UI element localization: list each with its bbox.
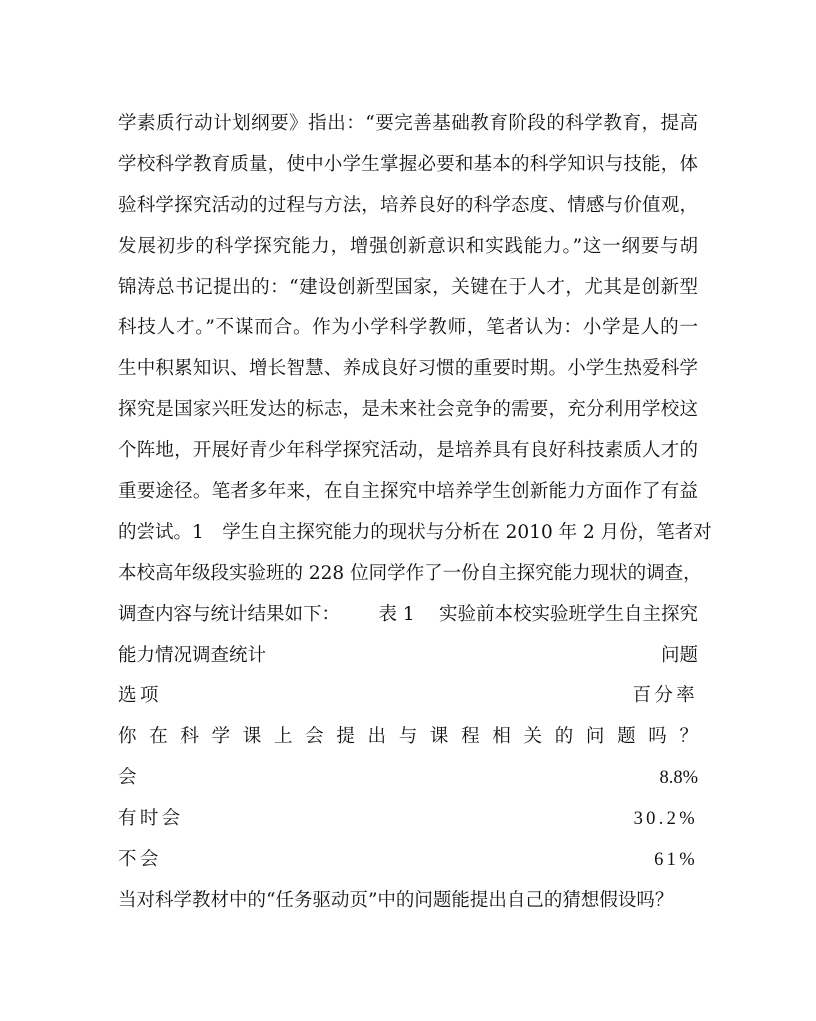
column-header-percentage: 百分率	[632, 685, 698, 707]
option-label: 会	[118, 767, 137, 789]
body-line: 科技人才。”不谋而合。作为小学科学教师，笔者认为：小学是人的一	[118, 317, 698, 339]
body-line: 探究是国家兴旺发达的标志，是未来社会竞争的需要，充分利用学校这	[118, 399, 698, 421]
table-row	[118, 840, 698, 881]
table-row	[118, 799, 698, 840]
option-label: 有时会	[118, 808, 184, 830]
document-body	[118, 104, 712, 922]
body-line: 本校高年级段实验班的 228 位同学作了一份自主探究能力现状的调查，	[118, 562, 702, 584]
survey-intro-line	[118, 595, 698, 636]
survey-intro-text: 调查内容与统计结果如下：	[118, 603, 341, 625]
body-line: 锦涛总书记提出的：“建设创新型国家，关键在于人才，尤其是创新型	[118, 276, 698, 298]
table-caption: 表 1 实验前本校实验班学生自主探究	[378, 603, 698, 625]
body-line: 验科学探究活动的过程与方法，培养良好的科学态度、情感与价值观，	[118, 194, 698, 216]
table-title: 能力情况调查统计	[118, 644, 267, 666]
body-line: 生中积累知识、增长智慧、养成良好习惯的重要时期。小学生热爱科学	[118, 358, 698, 380]
table-title-line	[118, 636, 698, 677]
body-line: 重要途径。笔者多年来，在自主探究中培养学生创新能力方面作了有益	[118, 481, 698, 503]
question-2: 当对科学教材中的“任务驱动页”中的问题能提出自己的猜想假设吗？	[118, 889, 674, 911]
body-line: 学素质行动计划纲要》指出：“要完善基础教育阶段的科学教育，提高	[118, 113, 698, 134]
column-header-option: 选项	[118, 685, 162, 707]
option-label: 不会	[118, 849, 162, 871]
body-line: 学校科学教育质量，使中小学生掌握必要和基本的科学知识与技能，体	[118, 153, 698, 175]
column-header-question: 问题	[660, 644, 698, 666]
option-value: 30.2%	[633, 809, 698, 830]
body-line: 的尝试。1 学生自主探究能力的现状与分析在 2010 年 2 月份，笔者对	[118, 521, 712, 543]
table-header-line	[118, 676, 698, 717]
body-line: 发展初步的科学探究能力，增强创新意识和实践能力。”这一纲要与胡	[118, 235, 698, 257]
option-value: 61%	[654, 850, 698, 871]
body-line: 个阵地，开展好青少年科学探究活动，是培养具有良好科技素质人才的	[118, 440, 698, 462]
question-1: 你在科学课上会提出与课程相关的问题吗？	[118, 726, 698, 748]
option-value: 8.8%	[659, 768, 698, 789]
table-row	[118, 758, 698, 799]
